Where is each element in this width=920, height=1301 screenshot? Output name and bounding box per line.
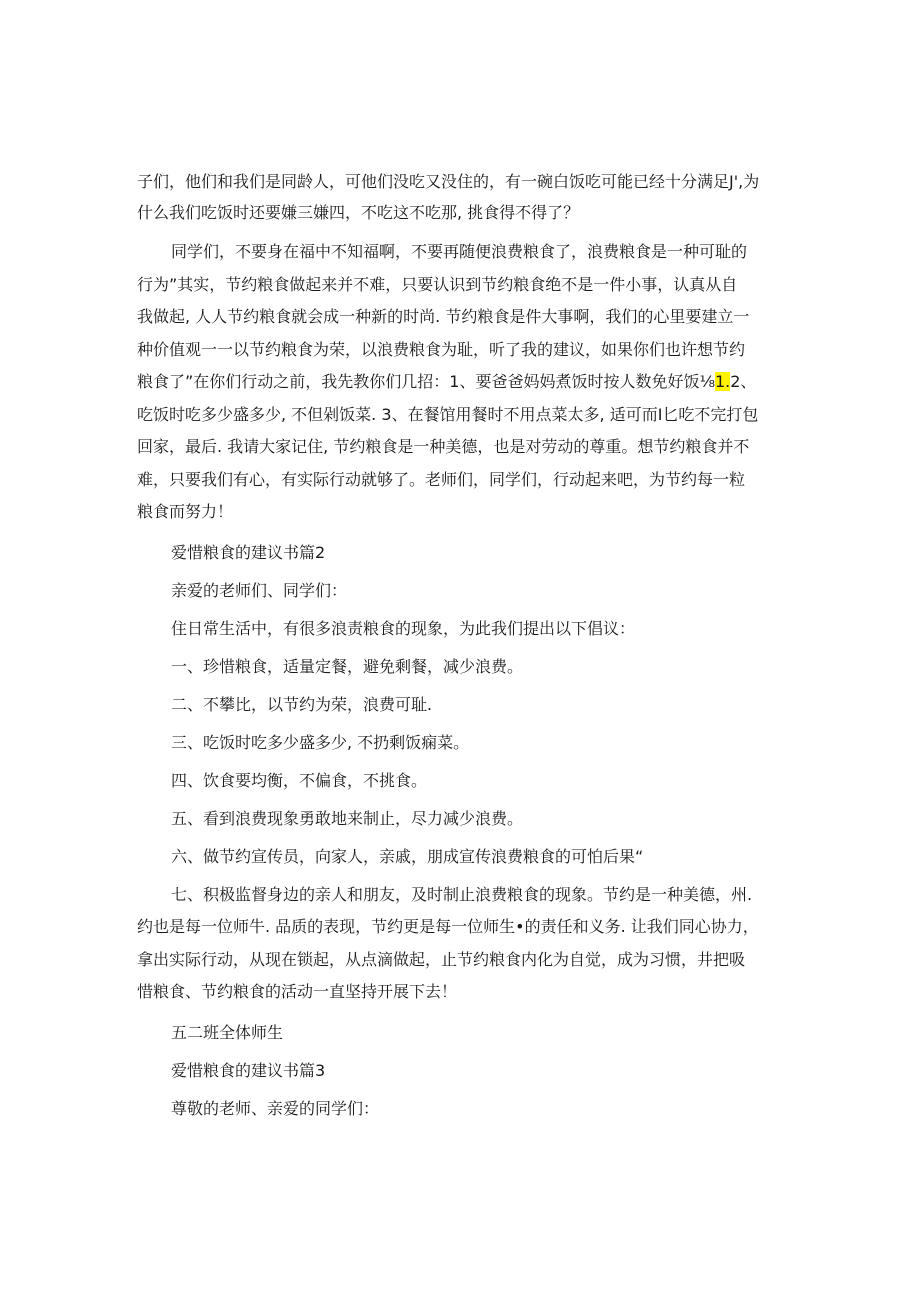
text-line: 回家，最后. 我请大家记住, 节约粮食是一种美德，也是对劳动的尊重。想节约粮食并不 bbox=[137, 437, 750, 456]
list-item: 六、做节约宣传员，向家人，亲戚，朋成宣传浪费粮食的可怕后果“ bbox=[171, 846, 644, 866]
text-line: 行为”其实，节约粮食做起来并不难，只要认识到节约粮食绝不是一件小事，认真从自 bbox=[137, 274, 738, 294]
list-item: 五、看到浪费现象勇敢地来制止，尽力减少浪费。 bbox=[171, 808, 524, 828]
text-line: 难，只要我们有心，有实际行动就够了。老师们，同学们，行动起来吧，为节约每一粒 bbox=[137, 469, 746, 489]
text-line: 子们，他们和我们是同龄人，可他们没吃又没住的，有一碗白饭吃可能已经十分满足J',为 bbox=[137, 172, 760, 191]
section-heading: 爱惜粮食的建议书篇3 bbox=[171, 1060, 326, 1080]
highlight-mark: 1. bbox=[714, 372, 731, 391]
document-body bbox=[137, 166, 787, 1124]
text-line: 粮食而努力！ bbox=[137, 502, 234, 521]
text-line: 种价值观一一以节约粮食为荣，以浪费粮食为耻，听了我的建议，如果你们也许想节约 bbox=[137, 339, 746, 359]
section-heading: 爱惜粮食的建议书篇2 bbox=[171, 542, 326, 562]
list-item: 四、饮食要均衡，不偏食，不挑食。 bbox=[171, 770, 428, 790]
text-line: 七、积极监督身边的亲人和朋友，及时制止浪费粮食的现象。节约是一种美德，州. bbox=[171, 884, 753, 904]
text-line: 我做起, 人人节约粮食就会成一种新的时尚. 节约粮食是件大事啊，我们的心里要建立一 bbox=[137, 307, 750, 326]
signature: 五二班全体师生 bbox=[171, 1022, 284, 1042]
list-item: 二、不攀比，以节约为荣，浪费可耻. bbox=[171, 694, 433, 714]
text-line: 吃饭时吃多少盛多少, 不但剁饭菜. 3、在餐馆用餐时不用点菜太多, 适可而Ⅰ匕吃不完打包 bbox=[137, 404, 759, 424]
text-line-highlighted bbox=[137, 366, 787, 399]
list-item: 一、珍惜粮食，适量定餐，避免剩餐，减少浪费。 bbox=[171, 656, 524, 676]
text-segment: 粮食了”在你们行动之前，我先教你们几招：1、要爸爸妈妈煮饭时按人数免好饭⅛ bbox=[137, 372, 715, 391]
text-segment: 2、 bbox=[730, 372, 757, 391]
text-line: 约也是每一位师牛. 品质的表现，节约更是每一位师生•的责任和义务. 让我们同心协力， bbox=[137, 917, 759, 936]
text-line: 惜粮食、节约粮食的活动一直坚持开展下去！ bbox=[137, 982, 458, 1001]
list-item: 三、吃饭时吃多少盛多少, 不扔剩饭痫菜。 bbox=[171, 732, 470, 752]
text-line: 同学们，不要身在福中不知福啊，不要再随便浪费粮食了，浪费粮食是一种可耻的 bbox=[171, 242, 748, 261]
text-line: 什么我们吃饭时还要嫌三嫌四，不吃这不吃那, 挑食得不得了？ bbox=[137, 203, 580, 222]
salutation: 亲爱的老师们、同学们： bbox=[171, 580, 348, 600]
salutation: 尊敬的老师、亲爱的同学们： bbox=[171, 1098, 380, 1118]
text-line: 拿出实际行动，从现在锁起，从点滴做起，止节约粮食内化为自觉，成为习惯，井把吸 bbox=[137, 949, 746, 969]
intro-text: 住日常生活中，有很多浪责粮食的现象，为此我们提出以下倡议： bbox=[171, 618, 636, 638]
